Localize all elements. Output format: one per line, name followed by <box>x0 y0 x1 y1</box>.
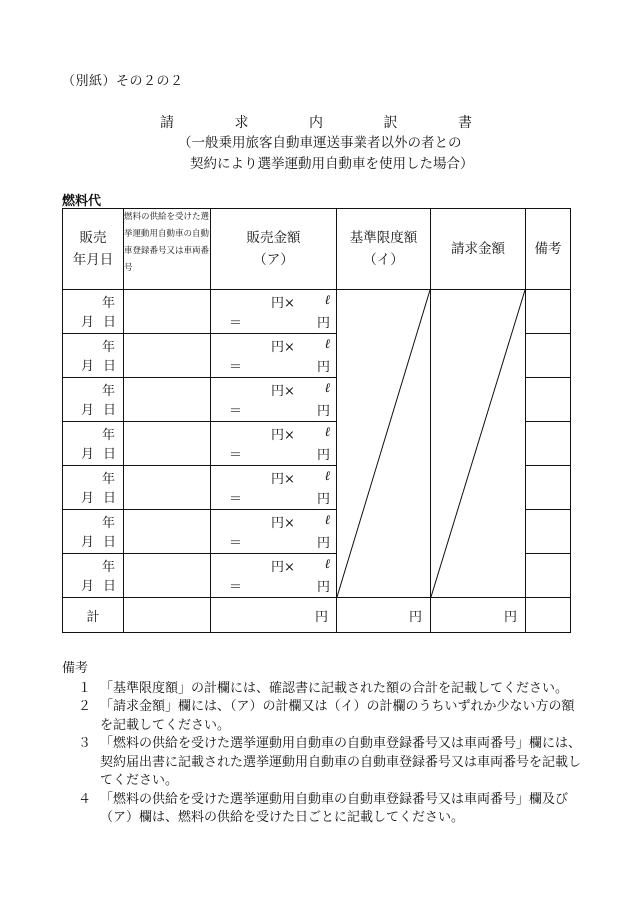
note-number: ３ <box>78 736 92 751</box>
equals-label: ＝ <box>229 580 243 595</box>
yen-label: 円 <box>316 492 330 507</box>
month-label: 月 <box>81 403 95 418</box>
sale-date-cell[interactable] <box>63 422 124 466</box>
header-sale-date-line2: 年月日 <box>72 252 114 268</box>
header-registration-number: 燃料の供給を受けた選挙運動用自動車の自動車登録番号又は車両番号 <box>124 209 211 290</box>
liter-label: ℓ <box>324 557 330 572</box>
note-number: １ <box>78 680 92 696</box>
registration-number-cell[interactable] <box>124 510 211 554</box>
month-label: 月 <box>81 579 95 594</box>
sale-date-cell[interactable] <box>63 466 124 510</box>
equals-label: ＝ <box>229 536 243 551</box>
header-standard-limit-line2: （イ） <box>363 252 404 268</box>
header-sales-amount-line1: 販売金額 <box>246 230 301 246</box>
subtitle-line-1: （一般乗用旅客自動車運送事業者以外の者との <box>178 135 462 151</box>
equals-label: ＝ <box>229 316 243 331</box>
yen-times-label: 円× <box>271 560 295 575</box>
liter-label: ℓ <box>324 469 330 484</box>
notes-heading: 備考 <box>62 661 89 676</box>
remarks-cell[interactable] <box>526 334 571 378</box>
remarks-cell[interactable] <box>526 466 571 510</box>
liter-label: ℓ <box>324 381 330 396</box>
sales-amount-cell[interactable] <box>211 466 337 510</box>
yen-label: 円 <box>316 536 330 551</box>
liter-label: ℓ <box>324 337 330 352</box>
header-sale-date-line1: 販売 <box>79 230 107 246</box>
total-sales-amount-cell[interactable]: 円 <box>211 598 337 633</box>
registration-number-cell[interactable] <box>124 290 211 334</box>
header-sale-date <box>63 209 124 290</box>
registration-number-cell[interactable] <box>124 378 211 422</box>
equals-label: ＝ <box>229 448 243 463</box>
note-text: 「燃料の供給を受けた選挙運動用自動車の自動車登録番号又は車両番号」欄には、契約届出書に記載された選挙運動用自動車の自動車登録番号又は車両番号を記載してください。 <box>100 736 582 788</box>
total-standard-limit-cell[interactable]: 円 <box>337 598 431 633</box>
remarks-cell[interactable] <box>526 510 571 554</box>
note-item <box>62 698 582 735</box>
sale-date-cell[interactable] <box>63 334 124 378</box>
registration-number-cell[interactable] <box>124 334 211 378</box>
remarks-cell[interactable] <box>526 554 571 598</box>
remarks-cell[interactable] <box>526 422 571 466</box>
day-label: 日 <box>103 403 117 418</box>
total-label: 計 <box>63 598 124 633</box>
sale-date-cell[interactable] <box>63 554 124 598</box>
sales-amount-cell[interactable] <box>211 334 337 378</box>
claim-amount-crossed-cell <box>431 290 526 598</box>
sale-date-cell[interactable] <box>63 378 124 422</box>
liter-label: ℓ <box>324 425 330 440</box>
note-item <box>62 791 582 828</box>
day-label: 日 <box>103 447 117 462</box>
title-char: 請 <box>160 115 174 131</box>
year-label: 年 <box>101 516 115 531</box>
day-label: 日 <box>103 491 117 506</box>
yen-times-label: 円× <box>271 384 295 399</box>
yen-times-label: 円× <box>271 296 295 311</box>
yen-label: 円 <box>316 404 330 419</box>
total-remarks-cell[interactable] <box>526 598 571 633</box>
yen-times-label: 円× <box>271 516 295 531</box>
note-item <box>62 735 582 791</box>
yen-label: 円 <box>316 448 330 463</box>
month-label: 月 <box>81 359 95 374</box>
section-label: 燃料代 <box>62 194 102 209</box>
sales-amount-cell[interactable] <box>211 290 337 334</box>
day-label: 日 <box>103 579 117 594</box>
total-registration-cell <box>124 598 211 633</box>
sales-amount-cell[interactable] <box>211 422 337 466</box>
sales-amount-cell[interactable] <box>211 510 337 554</box>
header-sales-amount <box>211 209 337 290</box>
header-standard-limit <box>337 209 431 290</box>
equals-label: ＝ <box>229 360 243 375</box>
day-label: 日 <box>103 359 117 374</box>
title-char: 求 <box>234 115 249 131</box>
header-sales-amount-line2: （ア） <box>253 252 294 268</box>
notes-section <box>62 660 582 828</box>
year-label: 年 <box>101 560 115 575</box>
header-claim-amount: 請求金額 <box>431 209 526 290</box>
document-subtitle <box>178 133 474 175</box>
note-text: 「燃料の供給を受けた選挙運動用自動車の自動車登録番号又は車両番号」欄及び（ア）欄は、燃料の供給を受けた日ごとに記載してください。 <box>100 791 569 825</box>
yen-label: 円 <box>316 316 330 331</box>
liter-label: ℓ <box>324 513 330 528</box>
year-label: 年 <box>101 472 115 487</box>
day-label: 日 <box>103 535 117 550</box>
page-reference: （別紙）その２の２ <box>62 74 184 89</box>
day-label: 日 <box>103 315 117 330</box>
sales-amount-cell[interactable] <box>211 378 337 422</box>
title-char: 訳 <box>383 115 398 131</box>
month-label: 月 <box>81 491 95 506</box>
note-item <box>62 680 582 699</box>
note-text: 「基準限度額」の計欄には、確認書に記載された額の合計を記載してください。 <box>100 680 569 696</box>
registration-number-cell[interactable] <box>124 422 211 466</box>
diagonal-slash-icon <box>337 290 430 597</box>
title-char: 内 <box>309 115 323 131</box>
year-label: 年 <box>101 384 115 399</box>
registration-number-cell[interactable] <box>124 554 211 598</box>
yen-label: 円 <box>316 360 330 375</box>
remarks-cell[interactable] <box>526 290 571 334</box>
yen-times-label: 円× <box>271 428 295 443</box>
month-label: 月 <box>81 535 95 550</box>
month-label: 月 <box>81 315 95 330</box>
equals-label: ＝ <box>229 404 243 419</box>
yen-times-label: 円× <box>271 340 295 355</box>
fuel-cost-table <box>62 208 571 633</box>
standard-limit-crossed-cell <box>337 290 431 598</box>
year-label: 年 <box>101 428 115 443</box>
subtitle-line-2: 契約により選挙運動用自動車を使用した場合） <box>190 156 474 172</box>
year-label: 年 <box>101 340 115 355</box>
liter-label: ℓ <box>324 293 330 308</box>
sales-amount-cell[interactable] <box>211 554 337 598</box>
remarks-cell[interactable] <box>526 378 571 422</box>
sale-date-cell[interactable] <box>63 510 124 554</box>
total-row <box>63 598 571 633</box>
header-remarks: 備考 <box>526 209 571 290</box>
title-char: 書 <box>458 115 472 131</box>
note-text: 「請求金額」欄には、（ア）の計欄又は（イ）の計欄のうちいずれか少ない方の額を記載してください。 <box>100 699 575 733</box>
registration-number-cell[interactable] <box>124 466 211 510</box>
diagonal-slash-icon <box>431 290 525 597</box>
header-standard-limit-line1: 基準限度額 <box>349 230 418 246</box>
month-label: 月 <box>81 447 95 462</box>
total-claim-amount-cell[interactable]: 円 <box>431 598 526 633</box>
yen-label: 円 <box>316 580 330 595</box>
table-row <box>63 290 571 334</box>
note-number: ４ <box>78 791 92 807</box>
year-label: 年 <box>101 296 115 311</box>
document-title <box>160 112 472 132</box>
yen-times-label: 円× <box>271 472 295 487</box>
sale-date-cell[interactable] <box>63 290 124 334</box>
note-number: ２ <box>78 699 92 714</box>
equals-label: ＝ <box>229 492 243 507</box>
